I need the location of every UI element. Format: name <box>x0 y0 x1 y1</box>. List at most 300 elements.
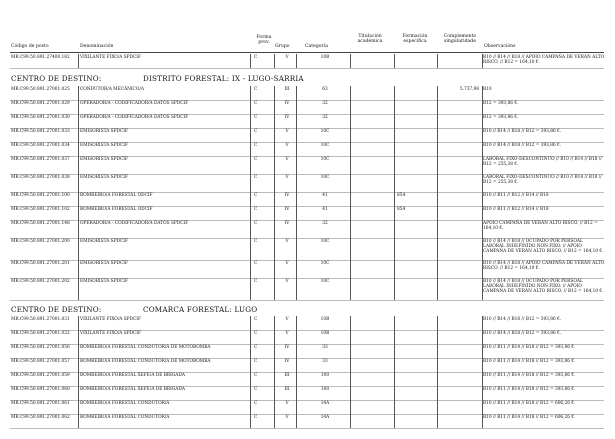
cell-categoria: 10C <box>320 175 330 180</box>
column-divider <box>250 174 251 192</box>
column-divider <box>250 142 251 156</box>
column-divider <box>250 372 251 386</box>
cell-observacions: B12 = 393,86 €. <box>483 101 519 106</box>
cell-denomination: VIXILANTE FIXO/A SPDCIF <box>80 317 141 322</box>
column-divider <box>274 344 275 358</box>
column-divider <box>296 86 297 100</box>
cell-grupo: IV <box>284 207 290 212</box>
column-divider <box>250 156 251 174</box>
column-divider <box>250 316 251 330</box>
column-divider <box>350 206 351 220</box>
column-divider <box>350 344 351 358</box>
cell-denomination: EMISORISTA SPDCIF <box>80 239 128 244</box>
cell-categoria: 100 <box>320 387 330 392</box>
column-divider <box>437 400 438 414</box>
cell-categoria: 100 <box>320 373 330 378</box>
column-divider <box>274 238 275 260</box>
cell-code: MR.C99.50.891.27001.200 <box>11 239 70 244</box>
cell-code: MR.C99.50.891.27001.061 <box>11 401 70 406</box>
cell-observacions: APOIO CAMPAÑA DE VERÁN ALTO RISCO. // B12 = 164,10 €. <box>483 221 598 231</box>
column-divider <box>394 386 395 400</box>
column-divider <box>296 358 297 372</box>
cell-categoria: 10B <box>320 331 330 336</box>
column-divider <box>78 86 79 100</box>
header-titulacion: Titulación académica <box>357 34 383 45</box>
cell-denomination: OPERADOR/A - CODIFICADOR/A DATOS SPDCIF <box>80 221 189 226</box>
cell-observacions: B10 // B14 // B18 // OCUPADO POR PERSOAL LABORAL INDEFINIDO NON FIXO. // APOIO CAMPAÑA DE VERÁN ALTO RISCO. // B12 = 164,10 €. <box>483 279 604 294</box>
column-divider <box>250 128 251 142</box>
header-formacion: Formación específica <box>402 34 428 45</box>
cell-forma: C <box>254 115 258 120</box>
column-divider <box>296 192 297 206</box>
column-divider <box>437 386 438 400</box>
column-divider <box>78 220 79 238</box>
column-divider <box>394 316 395 330</box>
cell-forma: C <box>254 101 258 106</box>
column-divider <box>274 400 275 414</box>
column-divider <box>274 114 275 128</box>
cell-forma: C <box>254 401 258 406</box>
column-divider <box>78 206 79 220</box>
cell-categoria: 14A <box>320 401 330 406</box>
cell-forma: C <box>254 143 258 148</box>
column-divider <box>250 330 251 344</box>
column-divider <box>437 86 438 100</box>
cell-observacions: B10 // B11 // B14 // B18 // B12 = 606,26 €. <box>483 401 576 406</box>
cell-grupo: IV <box>284 221 290 226</box>
cell-code: MR.C99.50.891.27001.031 <box>11 317 70 322</box>
column-divider <box>437 220 438 238</box>
cell-grupo: III <box>284 87 290 92</box>
cell-denomination: CONDUTOR/A MECÁNICO/A <box>80 87 144 92</box>
column-divider <box>296 316 297 330</box>
section-label: CENTRO DE DESTINO: <box>11 74 102 83</box>
cell-forma: C <box>254 207 258 212</box>
column-divider <box>78 128 79 142</box>
cell-code: MR.C99.50.891.27001.202 <box>11 279 70 284</box>
column-divider <box>437 316 438 330</box>
cell-categoria: 10C <box>320 129 330 134</box>
column-divider <box>250 260 251 278</box>
column-divider <box>250 54 251 68</box>
cell-code: MR.C99.50.891.27001.148 <box>11 221 70 226</box>
cell-denomination: EMISORISTA SPDCIF <box>80 143 128 148</box>
column-divider <box>274 192 275 206</box>
column-divider <box>78 192 79 206</box>
section-label: CENTRO DE DESTINO: <box>11 305 102 314</box>
cell-code: MR.C99.50.891.27001.025 <box>11 87 70 92</box>
cell-grupo: V <box>285 143 289 148</box>
cell-denomination: BOMBEIRO/A FORESTAL CONDUTOR/A DE MOTOBOMBA <box>80 345 211 350</box>
cell-forma: C <box>254 373 258 378</box>
column-divider <box>274 260 275 278</box>
cell-denomination: EMISORISTA SPDCIF <box>80 279 128 284</box>
column-divider <box>274 220 275 238</box>
cell-code: MR.C99.50.891.27001.034 <box>11 143 70 148</box>
cell-observacions: B10 // B11 // B12 // B14 // B18 <box>483 193 549 198</box>
column-divider <box>350 174 351 192</box>
cell-code: MR.C99.50.891.27001.033 <box>11 129 70 134</box>
cell-categoria: 10C <box>320 261 330 266</box>
cell-categoria: 10C <box>320 143 330 148</box>
column-divider <box>78 100 79 114</box>
cell-categoria: 14A <box>320 415 330 420</box>
column-divider <box>350 260 351 278</box>
cell-categoria: 32 <box>322 101 328 106</box>
cell-denomination: BOMBEIRO/A FORESTAL XEFE/A DE BRIGADA <box>80 373 185 378</box>
cell-observacions: LABORAL FIXO-DESCONTINUO // B10 // B14 // B18 // B12 = 255,38 €. <box>483 175 602 185</box>
cell-denomination: OPERADOR/A - CODIFICADOR/A DATOS SPDCIF <box>80 115 189 120</box>
column-divider <box>394 220 395 238</box>
column-divider <box>78 344 79 358</box>
cell-code: MR.C99.50.891.27001.029 <box>11 101 70 106</box>
column-divider <box>437 238 438 260</box>
cell-forma: C <box>254 221 258 226</box>
column-divider <box>250 192 251 206</box>
column-divider <box>394 54 395 68</box>
column-divider <box>350 400 351 414</box>
column-divider <box>350 100 351 114</box>
column-divider <box>250 400 251 414</box>
column-divider <box>296 386 297 400</box>
cell-grupo: V <box>285 279 289 284</box>
cell-denomination: BOMBEIRO/A FORESTAL CONDUTOR/A DE MOTOBOMBA <box>80 359 211 364</box>
column-divider <box>350 386 351 400</box>
column-divider <box>274 414 275 428</box>
cell-grupo: V <box>285 175 289 180</box>
column-divider <box>350 128 351 142</box>
column-divider <box>78 278 79 300</box>
column-divider <box>250 86 251 100</box>
column-divider <box>437 142 438 156</box>
cell-grupo: III <box>284 387 290 392</box>
cell-forma: C <box>254 175 258 180</box>
column-divider <box>250 100 251 114</box>
column-divider <box>296 260 297 278</box>
column-divider <box>274 278 275 300</box>
cell-grupo: V <box>285 317 289 322</box>
cell-forma: C <box>254 55 258 60</box>
column-divider <box>437 260 438 278</box>
column-divider <box>350 220 351 238</box>
column-divider <box>274 386 275 400</box>
column-divider <box>78 330 79 344</box>
cell-denomination: BOMBEIRO/A FORESTAL CONDUTOR/A <box>80 415 170 420</box>
cell-code: MR.C99.50.891.27001.062 <box>11 415 70 420</box>
cell-formacion: 854 <box>397 193 406 198</box>
column-divider <box>274 54 275 68</box>
column-divider <box>394 156 395 174</box>
cell-grupo: V <box>285 261 289 266</box>
header-forma-prov: Forma prov. <box>256 35 272 46</box>
cell-forma: C <box>254 129 258 134</box>
cell-categoria: 10C <box>320 279 330 284</box>
cell-denomination: EMISORISTA SPDCIF <box>80 129 128 134</box>
column-divider <box>78 400 79 414</box>
cell-denomination: BOMBEIRO/A FORESTAL CONDUTOR/A <box>80 401 170 406</box>
column-divider <box>437 206 438 220</box>
cell-denomination: VIXILANTE FIXO/A SPDCIF <box>80 331 141 336</box>
column-divider <box>296 100 297 114</box>
column-divider <box>250 386 251 400</box>
cell-grupo: IV <box>284 345 290 350</box>
column-divider <box>250 220 251 238</box>
column-divider <box>394 358 395 372</box>
cell-categoria: 32 <box>322 115 328 120</box>
cell-denomination: VIXILANTE FIXO/A SPDCIF <box>80 55 141 60</box>
cell-observacions: LABORAL FIXO-DESCONTINUO // B10 // B14 // B18 // B12 = 255,38 €. <box>483 157 602 167</box>
column-divider <box>350 156 351 174</box>
cell-code: MR.C99.50.891.27001.201 <box>11 261 70 266</box>
column-divider <box>437 128 438 142</box>
section-name: DISTRITO FORESTAL: IX - LUGO-SARRIA <box>143 74 304 83</box>
column-divider <box>437 278 438 300</box>
column-divider <box>437 192 438 206</box>
column-divider <box>350 278 351 300</box>
column-divider <box>296 174 297 192</box>
cell-grupo: IV <box>284 115 290 120</box>
column-divider <box>437 344 438 358</box>
cell-complemento: 5.737,98 <box>459 87 479 92</box>
column-divider <box>394 206 395 220</box>
cell-forma: C <box>254 87 258 92</box>
column-divider <box>250 238 251 260</box>
cell-grupo: IV <box>284 101 290 106</box>
cell-forma: C <box>254 331 258 336</box>
column-divider <box>78 260 79 278</box>
column-divider <box>437 156 438 174</box>
cell-code: MR.C99.50.891.27001.032 <box>11 331 70 336</box>
column-divider <box>78 174 79 192</box>
cell-observacions: B10 // B11 // B14 // B18 // B12 = 393,86 €. <box>483 345 576 350</box>
column-divider <box>296 142 297 156</box>
column-divider <box>350 414 351 428</box>
column-divider <box>274 142 275 156</box>
column-divider <box>437 114 438 128</box>
column-divider <box>350 86 351 100</box>
cell-forma: C <box>254 359 258 364</box>
column-divider <box>437 414 438 428</box>
column-divider <box>78 386 79 400</box>
column-divider <box>296 278 297 300</box>
cell-forma: C <box>254 157 258 162</box>
cell-observacions: B10 // B11 // B14 // B18 // B12 = 393,86 €. <box>483 359 576 364</box>
cell-grupo: V <box>285 331 289 336</box>
column-divider <box>296 330 297 344</box>
cell-denomination: EMISORISTA SPDCIF <box>80 157 128 162</box>
column-divider <box>274 206 275 220</box>
column-divider <box>296 54 297 68</box>
cell-observacions: B10 // B14 // B18 // B12 = 393,86 €. <box>483 331 562 336</box>
cell-code: MR.C99.50.891.27001.056 <box>11 345 70 350</box>
cell-denomination: OPERADOR/A - CODIFICADOR/A DATOS SPDCIF <box>80 101 189 106</box>
column-divider <box>394 142 395 156</box>
cell-code: MR.C99.50.891.27001.100 <box>11 193 70 198</box>
header-grupo: Grupo <box>275 44 290 49</box>
cell-observacions: B10 // B14 // B18 // APOIO CAMPAÑA DE VERÁN ALTO RISCO. // B12 = 164,10 €. <box>483 55 605 65</box>
column-divider <box>274 372 275 386</box>
column-divider <box>394 174 395 192</box>
column-divider <box>350 114 351 128</box>
column-divider <box>350 192 351 206</box>
cell-categoria: 33 <box>322 359 328 364</box>
cell-code: MR.C99.50.891.27001.057 <box>11 359 70 364</box>
cell-grupo: V <box>285 157 289 162</box>
column-divider <box>350 54 351 68</box>
cell-code: MR.C99.50.891.27001.060 <box>11 387 70 392</box>
cell-denomination: BOMBEIRO/A FORESTAL ODCIF <box>80 207 153 212</box>
column-divider <box>78 114 79 128</box>
column-divider <box>394 100 395 114</box>
column-divider <box>350 372 351 386</box>
column-divider <box>296 128 297 142</box>
cell-grupo: V <box>285 415 289 420</box>
cell-observacions: B10 // B14 // B18 // B12 = 393,86 €. <box>483 129 562 134</box>
column-divider <box>78 142 79 156</box>
column-divider <box>296 372 297 386</box>
column-divider <box>78 156 79 174</box>
cell-observacions: B10 // B11 // B14 // B18 // B12 = 393,86 €. <box>483 387 576 392</box>
header-complemento: Complemento singularidade <box>443 34 477 45</box>
column-divider <box>394 372 395 386</box>
cell-forma: C <box>254 261 258 266</box>
row-rule <box>10 300 604 301</box>
column-divider <box>250 206 251 220</box>
column-divider <box>274 316 275 330</box>
column-divider <box>394 128 395 142</box>
column-divider <box>437 372 438 386</box>
column-divider <box>350 316 351 330</box>
column-divider <box>296 344 297 358</box>
column-divider <box>296 414 297 428</box>
cell-grupo: V <box>285 55 289 60</box>
cell-categoria: 10C <box>320 157 330 162</box>
column-divider <box>78 358 79 372</box>
column-divider <box>274 156 275 174</box>
column-divider <box>78 54 79 68</box>
cell-forma: C <box>254 415 258 420</box>
column-divider <box>250 358 251 372</box>
cell-denomination: EMISORISTA SPDCIF <box>80 175 128 180</box>
cell-code: MR.C99.50.891.27001.059 <box>11 373 70 378</box>
cell-forma: C <box>254 345 258 350</box>
column-divider <box>274 358 275 372</box>
column-divider <box>350 238 351 260</box>
cell-forma: C <box>254 279 258 284</box>
column-divider <box>437 174 438 192</box>
cell-categoria: 33 <box>322 345 328 350</box>
column-divider <box>296 400 297 414</box>
cell-code: MR.C99.50.891.27400.182 <box>11 55 70 60</box>
header-observacions: Observacións <box>484 44 516 49</box>
header-codigo: Código de posto <box>11 44 49 49</box>
cell-observacions: B10 // B11 // B12 // B14 // B18 <box>483 207 549 212</box>
column-divider <box>437 358 438 372</box>
cell-observacions: B12 = 393,86 €. <box>483 115 519 120</box>
column-divider <box>296 156 297 174</box>
cell-forma: C <box>254 387 258 392</box>
column-divider <box>296 220 297 238</box>
header-categoria: Categoría <box>305 44 328 49</box>
cell-grupo: V <box>285 129 289 134</box>
column-divider <box>78 316 79 330</box>
cell-observacions: B10 // B14 // B18 // B12 = 393,86 €. <box>483 317 562 322</box>
column-divider <box>394 330 395 344</box>
cell-observacions: B10 <box>483 87 492 92</box>
cell-code: MR.C99.50.891.27001.102 <box>11 207 70 212</box>
column-divider <box>274 128 275 142</box>
cell-categoria: 10C <box>320 239 330 244</box>
column-divider <box>250 344 251 358</box>
column-divider <box>350 142 351 156</box>
header-denominacion: Denominación <box>80 44 114 49</box>
cell-grupo: IV <box>284 359 290 364</box>
header-rule <box>10 52 604 53</box>
cell-denomination: BOMBEIRO/A FORESTAL ODCIF <box>80 193 153 198</box>
cell-categoria: 10B <box>320 55 330 60</box>
section-name: COMARCA FORESTAL: LUGO <box>143 305 258 314</box>
cell-categoria: 32 <box>322 221 328 226</box>
cell-code: MR.C99.50.891.27001.038 <box>11 175 70 180</box>
cell-categoria: 63 <box>322 87 328 92</box>
cell-grupo: V <box>285 401 289 406</box>
cell-formacion: 854 <box>397 207 406 212</box>
cell-observacions: B10 // B14 // B18 // APOIO CAMPAÑA DE VERÁN ALTO RISCO. // B12 = 164,10 €. <box>483 261 605 271</box>
column-divider <box>274 330 275 344</box>
column-divider <box>78 238 79 260</box>
column-divider <box>394 114 395 128</box>
row-rule <box>10 68 604 69</box>
column-divider <box>274 86 275 100</box>
column-divider <box>350 330 351 344</box>
column-divider <box>78 372 79 386</box>
column-divider <box>250 114 251 128</box>
cell-categoria: 10B <box>320 317 330 322</box>
cell-grupo: IV <box>284 193 290 198</box>
cell-forma: C <box>254 239 258 244</box>
column-divider <box>250 414 251 428</box>
column-divider <box>296 238 297 260</box>
column-divider <box>394 344 395 358</box>
cell-observacions: B10 // B14 // B18 // B12 = 393,86 €. <box>483 143 562 148</box>
column-divider <box>394 192 395 206</box>
column-divider <box>437 330 438 344</box>
column-divider <box>78 414 79 428</box>
cell-observacions: B10 // B14 // B18 // OCUPADO POR PERSOAL LABORAL INDEFINIDO NON FIXO. // APOIO CAMPAÑA DE VERÁN ALTO RISCO. // B12 = 164,10 €. <box>483 239 604 254</box>
cell-categoria: 41 <box>322 207 328 212</box>
column-divider <box>394 400 395 414</box>
column-divider <box>437 100 438 114</box>
column-divider <box>296 206 297 220</box>
column-divider <box>394 278 395 300</box>
column-divider <box>394 238 395 260</box>
cell-grupo: V <box>285 239 289 244</box>
column-divider <box>274 174 275 192</box>
column-divider <box>250 278 251 300</box>
cell-observacions: B10 // B11 // B14 // B18 // B12 = 606,26 €. <box>483 415 576 420</box>
cell-observacions: B10 // B11 // B14 // B18 // B12 = 393,86 €. <box>483 373 576 378</box>
row-rule <box>10 428 604 429</box>
column-divider <box>394 414 395 428</box>
column-divider <box>394 86 395 100</box>
cell-code: MR.C99.50.891.27001.030 <box>11 115 70 120</box>
cell-code: MR.C99.50.891.27001.037 <box>11 157 70 162</box>
column-divider <box>274 100 275 114</box>
column-divider <box>350 358 351 372</box>
column-divider <box>394 260 395 278</box>
column-divider <box>296 114 297 128</box>
cell-denomination: EMISORISTA SPDCIF <box>80 261 128 266</box>
